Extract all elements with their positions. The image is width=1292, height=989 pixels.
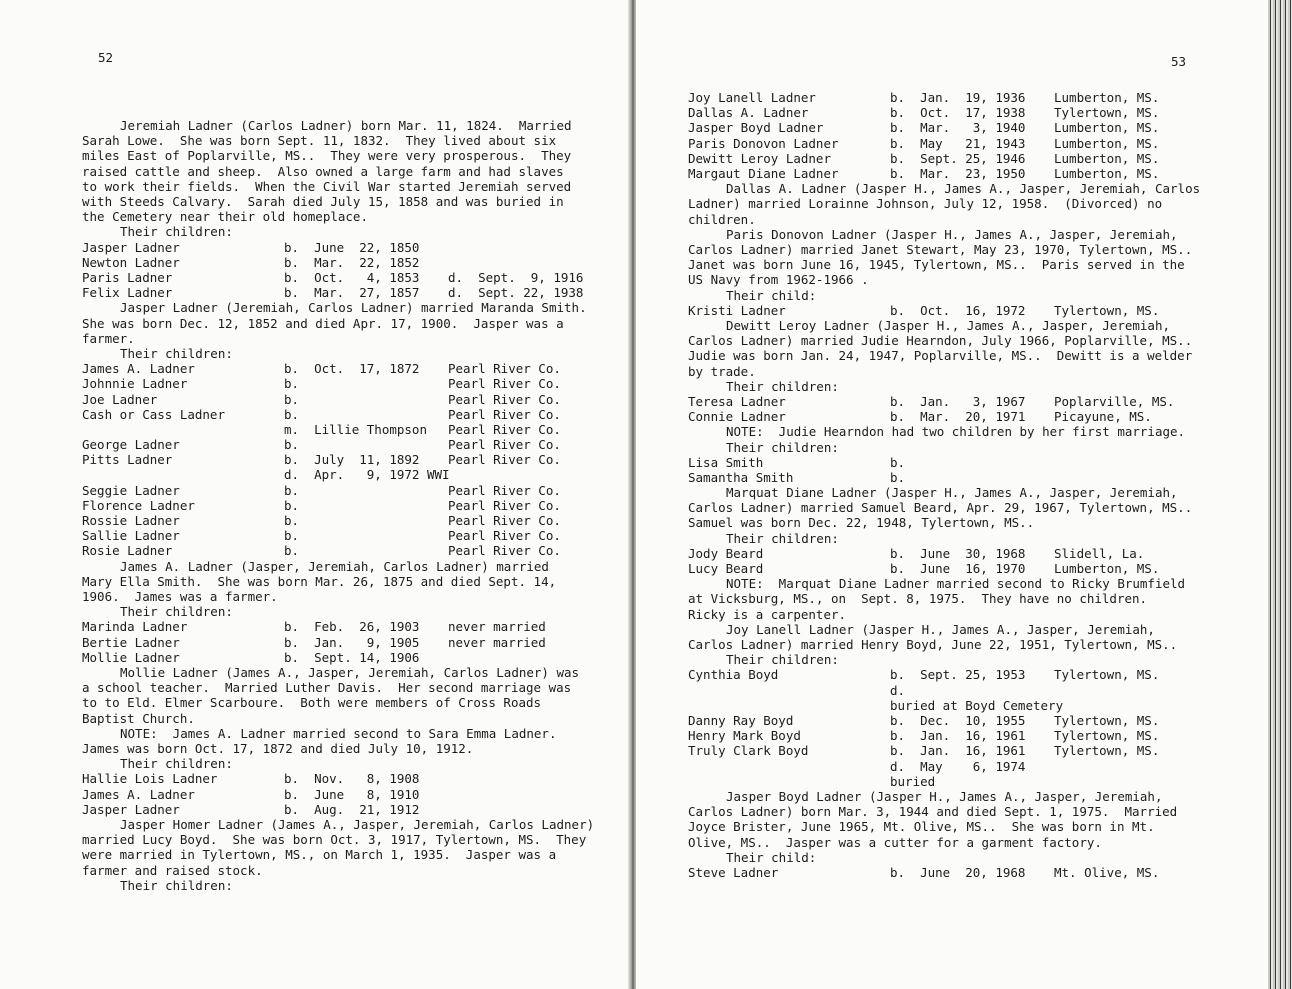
paragraph-line: were married in Tylertown, MS., on March 1, 1935. Jasper was a [82,847,557,863]
genealogy-row [82,483,602,498]
life-dates: b. [284,543,300,559]
life-dates: d. Apr. 9, 1972 WWI [284,467,450,483]
child-name: Truly Clark Boyd [688,743,809,759]
place-or-note: Pearl River Co. [448,528,561,544]
place-or-note: never married [448,619,546,635]
child-name: Mollie Ladner [82,649,180,665]
life-dates: b. Mar. 3, 1940 [890,120,1026,136]
life-dates: b. June 20, 1968 [890,864,1026,880]
life-dates: b. [284,376,300,392]
life-dates: b. June 22, 1850 [284,239,420,255]
place-or-note: Tylertown, MS. [1054,728,1160,744]
paragraph-line: Joy Lanell Ladner (Jasper H., James A., Jasper, Jeremiah, [726,621,1155,637]
child-name: Samantha Smith [688,469,794,485]
place-or-note: Poplarville, MS. [1054,393,1175,409]
place-or-note: Pearl River Co. [448,406,561,422]
children-heading: Their children: [120,756,233,772]
genealogy-row [688,698,1218,713]
life-dates: b. Dec. 10, 1955 [890,713,1026,728]
place-or-note: d. Sept. 22, 1938 [448,285,584,301]
child-name: Henry Mark Boyd [688,728,801,744]
child-name: James A. Ladner [82,786,195,802]
life-dates: b. Oct. 4, 1853 [284,269,420,285]
paragraph-line: Sarah Lowe. She was born Sept. 11, 1832. They lived about six [82,133,557,149]
genealogy-row [688,667,1218,682]
genealogy-row [688,683,1218,698]
children-heading: Their children: [726,652,839,668]
child-name: Connie Ladner [688,409,786,425]
paragraph-line: the Cemetery near their old homeplace. [82,209,368,225]
life-dates: b. [284,391,300,407]
children-heading: Their children: [120,877,233,893]
paragraph-line: Mary Ella Smith. She was born Mar. 26, 1875 and died Sept. 14, [82,573,557,589]
paragraph-line: Jeremiah Ladner (Carlos Ladner) born Mar. 11, 1824. Married [120,118,572,133]
life-dates: b. May 21, 1943 [890,135,1026,151]
life-dates: buried at Boyd Cemetery [890,697,1064,713]
place-or-note: Tylertown, MS. [1054,105,1160,121]
page-number: 52 [98,50,114,65]
child-name: Paris Ladner [82,269,173,285]
paragraph-line: Janet was born June 16, 1945, Tylertown, MS.. Paris served in the [688,257,1185,273]
genealogy-row [82,452,602,467]
paragraph-line: Samuel was born Dec. 22, 1948, Tylertown, MS.. [688,515,1035,531]
child-name: James A. Ladner [82,361,195,377]
genealogy-row [688,455,1218,470]
paragraph-line: Jasper Homer Ladner (James A., Jasper, Jeremiah, Carlos Ladner) [120,816,595,832]
child-name: Rosie Ladner [82,543,173,559]
paragraph-line: a school teacher. Married Luther Davis. Her second marriage was [82,680,572,696]
child-name: Dewitt Leroy Ladner [688,150,831,166]
genealogy-row [688,774,1218,789]
paragraph-line: Carlos Ladner) married Samuel Beard, Apr. 29, 1967, Tylertown, MS.. [688,500,1193,516]
life-dates: b. June 8, 1910 [284,786,420,802]
child-name: Felix Ladner [82,285,173,301]
place-or-note: Pearl River Co. [448,421,561,437]
place-or-note: Lumberton, MS. [1054,561,1160,577]
paragraph-line: Carlos Ladner) married Henry Boyd, June 22, 1951, Tylertown, MS.. [688,637,1178,653]
life-dates: b. [284,513,300,529]
paragraph-line: with Steeds Calvary. Sarah died July 15, 1858 and was buried in [82,194,564,210]
genealogy-row [82,802,602,817]
paragraph-line: married Lucy Boyd. She was born Oct. 3, 1917, Tylertown, MS. They [82,832,587,848]
left-page-text [82,118,602,893]
paragraph-line: Mollie Ladner (James A., Jasper, Jeremiah, Carlos Ladner) was [120,664,580,680]
children-heading: Their child: [726,849,817,865]
child-name: Lisa Smith [688,454,764,470]
children-heading: Their child: [726,287,817,303]
genealogy-row [688,713,1218,728]
life-dates: d. May 6, 1974 [890,758,1026,774]
paragraph-line: at Vicksburg, MS., on Sept. 8, 1975. They have no children. [688,591,1148,607]
child-name: Danny Ray Boyd [688,713,794,728]
genealogy-row [688,759,1218,774]
genealogy-row [688,561,1218,576]
child-name: Jasper Ladner [82,801,180,817]
place-or-note: never married [448,634,546,650]
genealogy-row [688,470,1218,485]
genealogy-row [82,467,602,482]
genealogy-row [688,90,1218,105]
paragraph-line: Judie was born Jan. 24, 1947, Poplarville, MS.. Dewitt is a welder [688,348,1193,364]
paragraph-line: Marquat Diane Ladner (Jasper H., James A., Jasper, Jeremiah, [726,485,1178,501]
life-dates: b. June 16, 1970 [890,561,1026,577]
life-dates: buried [890,773,936,789]
life-dates: b. Oct. 16, 1972 [890,302,1026,318]
right-page [636,0,1268,989]
paragraph-line: farmer and raised stock. [82,862,263,878]
paragraph-line: Olive, MS.. Jasper was a cutter for a garment factory. [688,834,1102,850]
child-name: Steve Ladner [688,864,779,880]
life-dates: b. Nov. 8, 1908 [284,771,420,787]
life-dates: b. [890,454,906,470]
paragraph-line: Dallas A. Ladner (Jasper H., James A., Jasper, Jeremiah, Carlos [726,181,1201,197]
life-dates: b. Jan. 3, 1967 [890,393,1026,409]
life-dates: b. Sept. 25, 1953 [890,667,1026,683]
genealogy-row [688,546,1218,561]
children-heading: Their children: [120,224,233,240]
child-name: Joe Ladner [82,391,158,407]
genealogy-row [688,409,1218,424]
child-name: Jasper Boyd Ladner [688,120,824,136]
genealogy-row [688,136,1218,151]
paragraph-line: Ladner) married Lorainne Johnson, July 12, 1958. (Divorced) no [688,196,1163,212]
genealogy-row [688,166,1218,181]
child-name: Paris Donovon Ladner [688,135,839,151]
child-name: Teresa Ladner [688,393,786,409]
child-name: Seggie Ladner [82,482,180,498]
child-name: Margaut Diane Ladner [688,165,839,181]
genealogy-row [82,240,602,255]
life-dates: b. [284,497,300,513]
place-or-note: Pearl River Co. [448,513,561,529]
genealogy-row [82,513,602,528]
genealogy-row [82,635,602,650]
children-heading: Their children: [726,378,839,394]
place-or-note: Mt. Olive, MS. [1054,864,1160,880]
life-dates: b. Jan. 9, 1905 [284,634,420,650]
child-name: Hallie Lois Ladner [82,771,218,787]
life-dates: b. Mar. 22, 1852 [284,254,420,270]
paragraph-line: to to Eld. Elmer Scarboure. Both were members of Cross Roads [82,695,542,711]
genealogy-row [82,437,602,452]
genealogy-row [82,787,602,802]
children-heading: Their children: [120,604,233,620]
child-name: Florence Ladner [82,497,195,513]
paragraph-line: US Navy from 1962-1966 . [688,272,869,288]
child-name: Sallie Ladner [82,528,180,544]
child-name: Joy Lanell Ladner [688,90,816,105]
life-dates: b. Mar. 27, 1857 [284,285,420,301]
genealogy-row [82,650,602,665]
paragraph-line: James was born Oct. 17, 1872 and died July 10, 1912. [82,740,474,756]
place-or-note: Tylertown, MS. [1054,667,1160,683]
genealogy-row [688,728,1218,743]
paragraph-line: Carlos Ladner) married Judie Hearndon, July 1966, Poplarville, MS.. [688,333,1193,349]
place-or-note: Pearl River Co. [448,482,561,498]
life-dates: b. Mar. 20, 1971 [890,409,1026,425]
children-heading: Their children: [120,345,233,361]
paragraph-line: miles East of Poplarville, MS.. They were very prosperous. They [82,148,572,164]
genealogy-row [82,422,602,437]
paragraph-line: NOTE: Marquat Diane Ladner married second to Ricky Brumfield [726,576,1186,592]
life-dates: b. Oct. 17, 1872 [284,361,420,377]
genealogy-row [688,394,1218,409]
place-or-note: d. Sept. 9, 1916 [448,269,584,285]
life-dates: d. [890,682,906,698]
left-page [0,0,632,989]
paragraph-line: Jasper Boyd Ladner (Jasper H., James A., Jasper, Jeremiah, [726,788,1163,804]
paragraph-line: Ricky is a carpenter. [688,606,847,622]
place-or-note: Pearl River Co. [448,437,561,453]
paragraph-line: Baptist Church. [82,710,195,726]
genealogy-row [82,255,602,270]
life-dates: b. Oct. 17, 1938 [890,105,1026,121]
life-dates: b. Feb. 26, 1903 [284,619,420,635]
place-or-note: Pearl River Co. [448,497,561,513]
child-name: Marinda Ladner [82,619,188,635]
paragraph-line: Joyce Brister, June 1965, Mt. Olive, MS.. She was born in Mt. [688,819,1155,835]
genealogy-row [82,528,602,543]
paragraph-line: Jasper Ladner (Jeremiah, Carlos Ladner) married Maranda Smith. [120,300,587,316]
genealogy-row [688,303,1218,318]
paragraph-line: 1906. James was a farmer. [82,589,278,604]
child-name: Cynthia Boyd [688,667,779,683]
paragraph-line: to work their fields. When the Civil War started Jeremiah served [82,178,572,194]
genealogy-row [82,407,602,422]
life-dates: b. Aug. 21, 1912 [284,801,420,817]
genealogy-row [82,361,602,376]
place-or-note: Pearl River Co. [448,376,561,392]
child-name: Newton Ladner [82,254,180,270]
page-edge [1268,0,1292,989]
children-heading: Their children: [726,530,839,546]
paragraph-line: James A. Ladner (Jasper, Jeremiah, Carlos Ladner) married [120,558,549,574]
right-page-text [688,90,1218,880]
life-dates: b. [284,528,300,544]
child-name: Kristi Ladner [688,302,786,318]
genealogy-row [82,285,602,300]
genealogy-row [82,771,602,786]
paragraph-line: raised cattle and sheep. Also owned a large farm and had slaves [82,163,564,179]
life-dates: b. [284,406,300,422]
paragraph-line: by trade. [688,363,756,379]
child-name: Dallas A. Ladner [688,105,809,121]
child-name: Cash or Cass Ladner [82,406,225,422]
genealogy-row [82,619,602,634]
place-or-note: Lumberton, MS. [1054,150,1160,166]
life-dates: b. June 30, 1968 [890,545,1026,561]
child-name: George Ladner [82,437,180,453]
life-dates: b. Sept. 14, 1906 [284,649,420,665]
life-dates: b. [890,469,906,485]
genealogy-row [688,105,1218,120]
life-dates: m. Lillie Thompson [284,421,427,437]
place-or-note: Tylertown, MS. [1054,302,1160,318]
genealogy-row [82,498,602,513]
paragraph-line: She was born Dec. 12, 1852 and died Apr. 17, 1900. Jasper was a [82,315,564,331]
life-dates: b. [284,437,300,453]
genealogy-row [82,270,602,285]
paragraph-line: Dewitt Leroy Ladner (Jasper H., James A., Jasper, Jeremiah, [726,317,1171,333]
place-or-note: Tylertown, MS. [1054,713,1160,728]
child-name: Rossie Ladner [82,513,180,529]
life-dates: b. Sept. 25, 1946 [890,150,1026,166]
place-or-note: Lumberton, MS. [1054,165,1160,181]
place-or-note: Lumberton, MS. [1054,120,1160,136]
genealogy-row [82,376,602,391]
life-dates: b. Jan. 16, 1961 [890,743,1026,759]
paragraph-line: children. [688,211,756,227]
place-or-note: Picayune, MS. [1054,409,1152,425]
place-or-note: Lumberton, MS. [1054,135,1160,151]
place-or-note: Pearl River Co. [448,543,561,559]
child-name: Johnnie Ladner [82,376,188,392]
place-or-note: Lumberton, MS. [1054,90,1160,105]
paragraph-line: Carlos Ladner) married Janet Stewart, May 23, 1970, Tylertown, MS.. [688,241,1193,257]
genealogy-row [688,120,1218,135]
genealogy-row [82,392,602,407]
life-dates: b. Jan. 19, 1936 [890,90,1026,105]
life-dates: b. [284,482,300,498]
child-name: Jasper Ladner [82,239,180,255]
genealogy-row [688,151,1218,166]
life-dates: b. Mar. 23, 1950 [890,165,1026,181]
genealogy-row [82,543,602,558]
child-name: Bertie Ladner [82,634,180,650]
genealogy-row [688,865,1218,880]
paragraph-line: NOTE: Judie Hearndon had two children by her first marriage. [726,424,1186,440]
paragraph-line: farmer. [82,330,135,346]
place-or-note: Slidell, La. [1054,545,1145,561]
paragraph-line: Paris Donovon Ladner (Jasper H., James A., Jasper, Jeremiah, [726,226,1178,242]
life-dates: b. Jan. 16, 1961 [890,728,1026,744]
place-or-note: Pearl River Co. [448,452,561,468]
page-number: 53 [1171,54,1187,69]
place-or-note: Pearl River Co. [448,391,561,407]
place-or-note: Pearl River Co. [448,361,561,377]
genealogy-row [688,743,1218,758]
child-name: Lucy Beard [688,561,764,577]
child-name: Pitts Ladner [82,452,173,468]
place-or-note: Tylertown, MS. [1054,743,1160,759]
life-dates: b. July 11, 1892 [284,452,420,468]
paragraph-line: NOTE: James A. Ladner married second to Sara Emma Ladner. [120,725,557,741]
child-name: Jody Beard [688,545,764,561]
paragraph-line: Carlos Ladner) born Mar. 3, 1944 and died Sept. 1, 1975. Married [688,804,1178,820]
children-heading: Their children: [726,439,839,455]
